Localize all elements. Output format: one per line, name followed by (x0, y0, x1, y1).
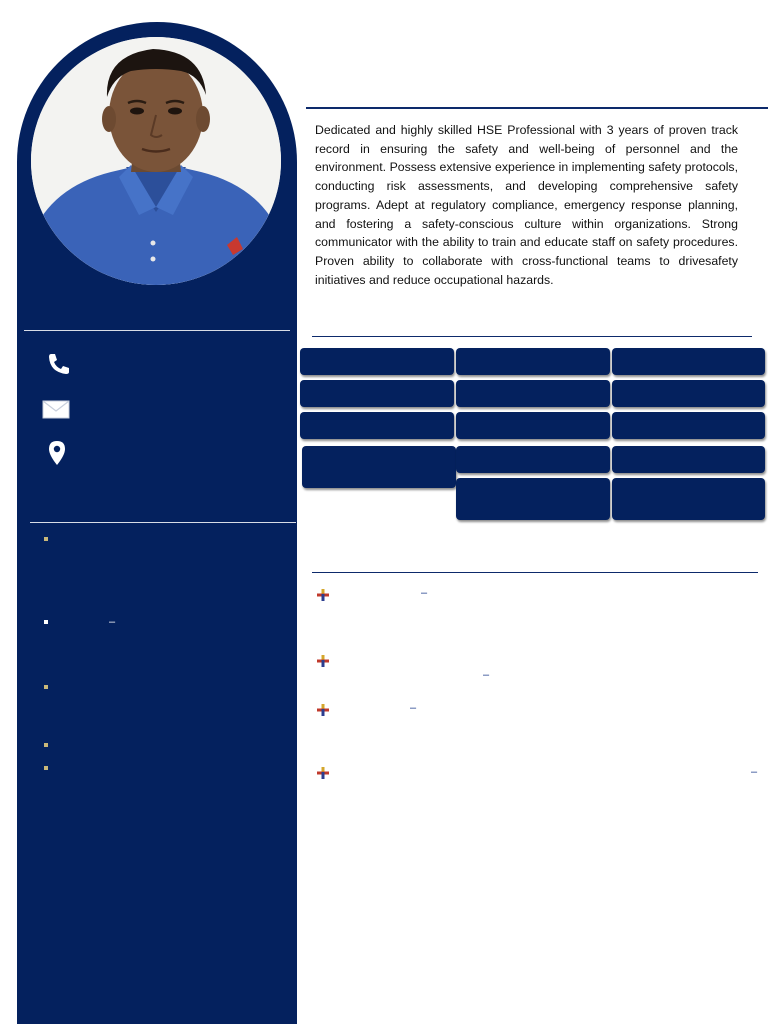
profile-photo (31, 37, 281, 285)
experience-dash: – (421, 587, 428, 599)
sidebar-bullet (44, 743, 48, 747)
sidebar-bullet (44, 766, 48, 770)
skill-box (302, 446, 456, 488)
cross-bullet-icon (317, 703, 329, 721)
skill-box (612, 478, 765, 520)
summary-rule (306, 107, 768, 109)
skill-box (456, 380, 610, 407)
skill-box (612, 446, 765, 473)
skills-rule (312, 336, 752, 337)
cross-bullet-icon (317, 766, 329, 784)
sidebar-bullet (44, 620, 48, 624)
cross-bullet-icon (317, 588, 329, 606)
cross-bullet-icon (317, 654, 329, 672)
sidebar-divider-bottom (30, 522, 296, 523)
skill-box (456, 412, 610, 439)
sidebar-dash: – (109, 616, 116, 628)
skill-box (456, 348, 610, 375)
skill-box (300, 412, 454, 439)
sidebar-divider-top (24, 330, 290, 331)
sidebar-bullet (44, 537, 48, 541)
location-pin-icon (48, 440, 66, 471)
phone-icon (46, 352, 72, 381)
experience-dash: – (483, 669, 490, 681)
experience-dash: – (751, 766, 758, 778)
skill-box (456, 446, 610, 473)
skill-box (612, 380, 765, 407)
skill-box (612, 412, 765, 439)
profile-summary: Dedicated and highly skilled HSE Professional with 3 years of proven track record in ensuring the safety and well-being of personnel and the environment. Possess extensive experience in implementing safety protocols, conducting risk assessments, and developing comprehensive safety programs. Adept at regulatory compliance, emergency response planning, and fostering a safety-conscious culture within organizations. Strong communicator with the ability to train and educate staff on safety procedures. Proven ability to collaborate with cross-functional teams to drivesafety initiatives and reduce occupational hazards. (315, 123, 738, 287)
sidebar-bullet (44, 685, 48, 689)
skill-box (456, 478, 610, 520)
experience-dash: – (410, 702, 417, 714)
experience-rule (312, 572, 758, 573)
skill-box (612, 348, 765, 375)
skill-box (300, 348, 454, 375)
envelope-icon (42, 400, 70, 425)
skill-box (300, 380, 454, 407)
